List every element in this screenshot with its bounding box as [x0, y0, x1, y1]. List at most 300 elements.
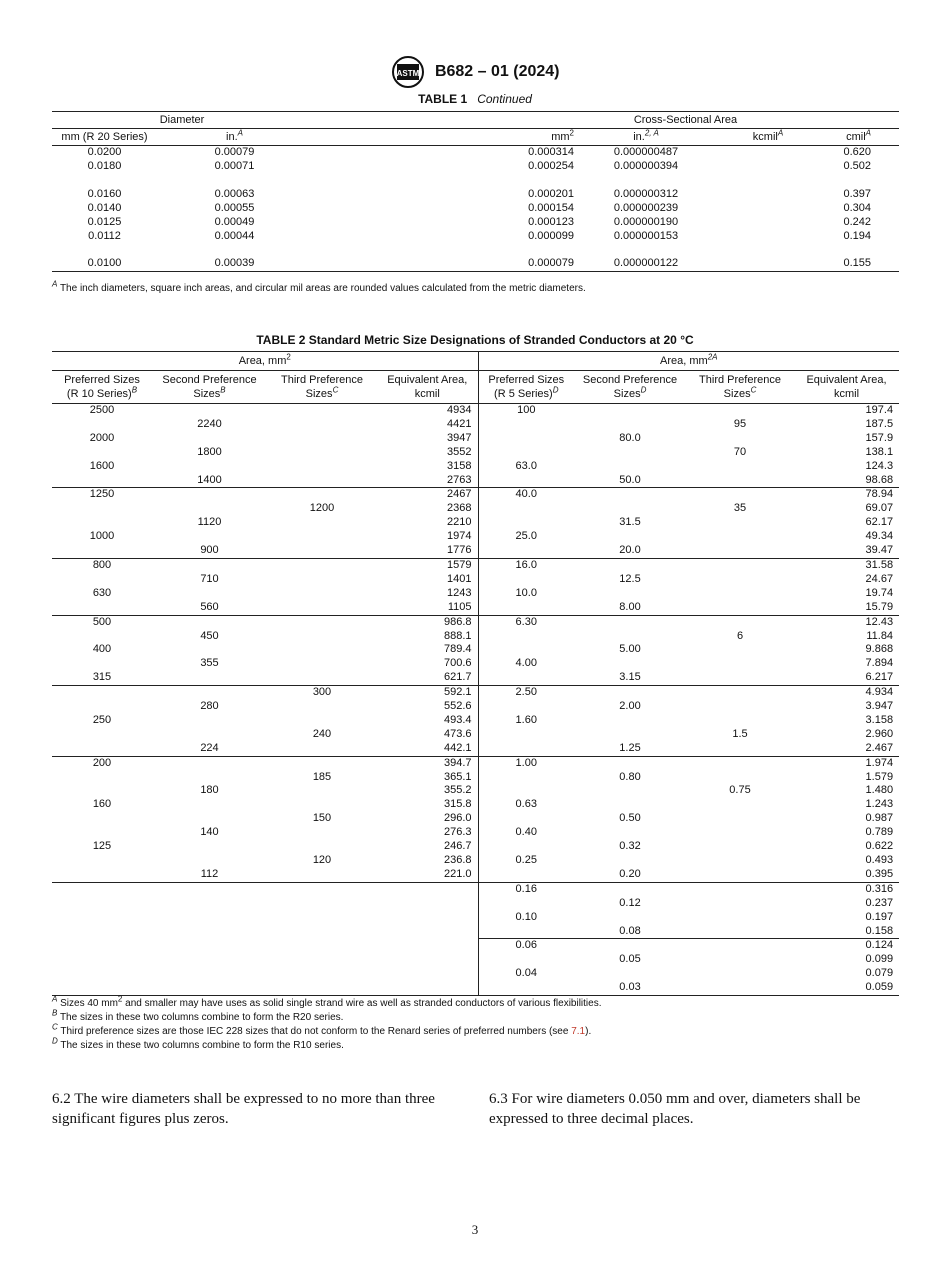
table2-cell	[377, 925, 478, 939]
table2-caption: TABLE 2 Standard Metric Size Designations of Stranded Conductors at 20 °C	[256, 333, 694, 347]
table2-cell	[52, 939, 152, 953]
table2-cell: 3947	[447, 431, 472, 444]
table2-cell: 4.934	[794, 686, 899, 700]
table2-cell	[686, 474, 794, 488]
table2-cell: 6.30	[478, 615, 574, 629]
table1-col-in: in.$^A$	[226, 128, 243, 143]
table2-cell: 31.5	[619, 516, 641, 529]
table2-col-r-preferred: Preferred Sizes (R 5 Series)$^D$	[478, 371, 574, 404]
table2-footnote: $^C$ Third preference sizes are those IEC 228 sizes that do not conform to the Renard series of preferred numbers (see 7.1).	[52, 1022, 592, 1037]
table2-cell	[686, 686, 794, 700]
table2-cell: 0.079	[865, 967, 894, 980]
table2-cell: 62.17	[865, 516, 894, 529]
table2-cell	[686, 897, 794, 911]
table2-cell: 157.9	[865, 431, 894, 444]
table2-cell	[686, 911, 794, 925]
table2-cell	[267, 939, 377, 953]
table2-cell: 315	[92, 671, 112, 684]
table2-cell: 710	[200, 572, 219, 585]
table2-row	[52, 812, 899, 826]
table2-cell	[267, 897, 377, 911]
table2-cell	[52, 854, 152, 868]
table2-cell	[377, 911, 478, 925]
table2-cell	[267, 981, 377, 995]
table2-cell: 0.158	[865, 924, 894, 937]
table2-cell: 4934	[447, 404, 472, 416]
table2-cell: 500	[52, 615, 152, 629]
table2-cell: 1579	[377, 558, 478, 572]
table2-cell: 315.8	[443, 798, 472, 811]
table1-cell: 0.000000487	[613, 146, 679, 158]
table2-row	[52, 953, 899, 967]
table2-row	[52, 643, 899, 657]
table2-cell: 40.0	[478, 488, 574, 502]
table1-row	[52, 160, 899, 174]
table2-cell	[152, 728, 267, 742]
table2-cell	[267, 530, 377, 544]
table2-cell	[574, 530, 686, 544]
table2-cell: 3158	[447, 459, 472, 472]
table2-cell	[267, 544, 377, 558]
table2-cell	[686, 573, 794, 587]
table2-cell	[52, 868, 152, 882]
table2-cell: 0.124	[794, 939, 899, 953]
table2-cell: 0.04	[478, 967, 574, 981]
table2-cell: 1250	[52, 488, 152, 502]
table2-row	[52, 488, 899, 502]
table2-cell	[686, 558, 794, 572]
table1-cell: 0.00055	[214, 201, 255, 214]
table2-cell: 200	[52, 756, 152, 770]
table2-cell: 15.79	[865, 600, 894, 613]
table2-cell: 1243	[447, 586, 472, 599]
table2-cell	[478, 630, 574, 644]
table2-row	[52, 826, 899, 840]
table2-cell: 700.6	[443, 657, 472, 670]
table1-cell	[718, 146, 818, 160]
table2-cell	[686, 544, 794, 558]
table2-col-second: Second Preference Sizes$^B$	[152, 371, 267, 404]
table2-cell: 888.1	[443, 629, 472, 642]
table2-cell	[574, 798, 686, 812]
table2-cell	[52, 700, 152, 714]
table2-cell	[574, 784, 686, 798]
table2-cell	[574, 446, 686, 460]
table1-cell: 0.00063	[214, 187, 255, 200]
table2-cell	[686, 742, 794, 756]
table1-cell	[718, 216, 818, 230]
table2-col-r-second: Second Preference Sizes$^D$	[574, 371, 686, 404]
table2-row	[52, 530, 899, 544]
table1-cell: 0.0200	[87, 146, 122, 158]
table2-cell: 0.622	[865, 840, 894, 853]
table2-cell: 16.0	[478, 558, 574, 572]
table2-cell	[267, 615, 377, 629]
table1-cell	[718, 230, 818, 244]
table2-row	[52, 686, 899, 700]
table2-cell	[574, 967, 686, 981]
table2-cell: 0.237	[865, 896, 894, 909]
table1-cell: 0.0100	[52, 257, 157, 271]
table2-cell: 1776	[447, 544, 472, 557]
table2-cell	[52, 573, 152, 587]
table2-cell	[686, 882, 794, 896]
table2-cell: 7.894	[865, 657, 894, 670]
table2-row	[52, 771, 899, 785]
table2-cell	[686, 798, 794, 812]
table2-cell: 50.0	[619, 473, 641, 486]
table2-cell	[52, 981, 152, 995]
table2-cell	[152, 587, 267, 601]
table2-cell	[574, 939, 686, 953]
table2-cell	[478, 446, 574, 460]
table2-cell: 3.15	[619, 671, 641, 684]
table1-cell	[718, 160, 818, 174]
table2-cell	[152, 981, 267, 995]
table2-cell	[152, 798, 267, 812]
table2-cell	[152, 432, 267, 446]
table1-row	[52, 230, 899, 244]
table2-cell: 1800	[197, 445, 222, 458]
table2-cell	[686, 714, 794, 728]
astm-logo-icon	[391, 55, 425, 89]
table1-col-mm2: $mm^2$	[551, 128, 574, 143]
table2-cell: 0.20	[619, 867, 641, 880]
table2-row	[52, 756, 899, 770]
table2-cell: 450	[200, 629, 219, 642]
svg-text:ASTM: ASTM	[396, 69, 419, 78]
table2-cell	[152, 530, 267, 544]
table2-cell	[686, 488, 794, 502]
table2-cell	[478, 925, 574, 939]
table2-col-third: Third Preference Sizes$^C$	[267, 371, 377, 404]
table2-cell: 100	[478, 404, 574, 418]
table2-cell	[267, 643, 377, 657]
table2-cell: 185	[312, 770, 332, 783]
table2-cell: 280	[200, 700, 219, 713]
table2-cell	[152, 840, 267, 854]
table2-cell	[686, 868, 794, 882]
table2-cell: 300	[267, 686, 377, 700]
table2-cell: 0.059	[794, 981, 899, 995]
table2-cell: 150	[312, 812, 332, 825]
table2-cell: 5.00	[619, 643, 641, 656]
table2-cell: 400	[92, 643, 112, 656]
table2-cell: 24.67	[865, 572, 894, 585]
table2-cell	[152, 615, 267, 629]
table1-col-cmil: cmil$^A$	[846, 128, 871, 143]
table2-cell: 1.480	[865, 784, 894, 797]
table2-row	[52, 573, 899, 587]
table2-cell	[686, 967, 794, 981]
table2-cell: 2240	[197, 417, 222, 430]
table2-cell	[686, 771, 794, 785]
table2-cell	[478, 432, 574, 446]
table2-cell	[478, 840, 574, 854]
table2-cell	[152, 882, 267, 896]
table2-row	[52, 742, 899, 756]
table2-cell: 493.4	[443, 713, 472, 726]
table2-cell	[267, 404, 377, 418]
table2-footnote: $^A$ Sizes 40 $mm^2$ and smaller may have uses as solid single strand wire as well as stranded conductors of various flexibilities.	[52, 994, 602, 1009]
table1-cell: 0.000000239	[613, 201, 679, 214]
table2-cell	[478, 953, 574, 967]
table2-cell: 69.07	[865, 502, 894, 515]
table2-row	[52, 587, 899, 601]
table2-cell: 120	[312, 854, 332, 866]
table1-cell: 0.000314	[528, 146, 574, 158]
table2-cell	[478, 643, 574, 657]
table2-cell: 2210	[447, 516, 472, 529]
table1-caption: TABLE 1 Continued	[418, 92, 532, 106]
table2-cell	[478, 516, 574, 530]
table2-cell: 0.25	[478, 854, 574, 868]
table1-row	[52, 216, 899, 230]
table2-col-equivalent: Equivalent Area, kcmil	[377, 371, 478, 404]
table2-cell	[52, 630, 152, 644]
table2-cell	[377, 967, 478, 981]
table2-cell: 1.25	[619, 741, 641, 754]
table2-cell: 1400	[197, 473, 222, 486]
table2-cell: 25.0	[478, 530, 574, 544]
table2-cell	[574, 826, 686, 840]
table2-cell	[152, 897, 267, 911]
table2-cell: 0.32	[619, 840, 641, 853]
table2-cell	[52, 771, 152, 785]
table2-col-preferred: Preferred Sizes (R 10 Series)$^B$	[52, 371, 152, 404]
table1-cell: 0.304	[843, 201, 871, 214]
table2-cell	[686, 460, 794, 474]
table2-cell: 31.58	[794, 558, 899, 572]
table2-cell: 900	[200, 544, 219, 557]
table1-col-in2: in.$^{2, A}$	[633, 128, 659, 143]
table2-cell	[686, 643, 794, 657]
table2-cell	[52, 728, 152, 742]
table2-cell	[686, 432, 794, 446]
table2-cell	[478, 671, 574, 685]
table2-cell: 0.03	[574, 981, 686, 995]
table2-cell	[686, 700, 794, 714]
table2-cell	[686, 840, 794, 854]
table2-cell	[478, 474, 574, 488]
table2-cell	[267, 700, 377, 714]
table1-cell: 0.00044	[214, 229, 255, 242]
table2-row	[52, 868, 899, 882]
table2-cell	[478, 897, 574, 911]
table2-row	[52, 630, 899, 644]
table2-row	[52, 446, 899, 460]
table2-cell: 0.10	[478, 911, 574, 925]
table2-cell: 0.316	[794, 882, 899, 896]
table2-cell	[267, 742, 377, 756]
table2-cell	[377, 897, 478, 911]
table2-cell: 2.50	[478, 686, 574, 700]
table2-cell	[574, 854, 686, 868]
table2-cell: 6.217	[865, 671, 894, 684]
table2-cell: 12.5	[619, 572, 641, 585]
table2-cell	[686, 671, 794, 685]
table2-cell	[52, 601, 152, 615]
table2-cell: 11.84	[866, 629, 894, 642]
table2-cell	[152, 967, 267, 981]
table2-cell	[152, 502, 267, 516]
table1-cell	[718, 202, 818, 216]
section-ref-link[interactable]: 7.1	[571, 1026, 586, 1037]
page-number: 3	[471, 1222, 479, 1237]
table1-cell: 0.000000122	[574, 257, 718, 271]
table2-cell	[574, 587, 686, 601]
table2-cell: 20.0	[619, 544, 641, 557]
table2-cell: 10.0	[478, 587, 574, 601]
table2-cell: 1105	[447, 600, 472, 613]
table2-cell	[52, 967, 152, 981]
table2-cell: 0.395	[865, 867, 894, 880]
table2-cell	[267, 911, 377, 925]
table2-row	[52, 432, 899, 446]
table2-cell: 4421	[447, 417, 472, 430]
table2-cell: 197.4	[865, 404, 894, 416]
table2-cell: 0.12	[619, 896, 641, 909]
table2-row	[52, 840, 899, 854]
table2-cell: 2.00	[619, 700, 641, 713]
table2-cell: 355	[200, 657, 219, 670]
table1-cell: 0.155	[818, 257, 899, 271]
table2-row	[52, 728, 899, 742]
table2-cell	[152, 939, 267, 953]
table2-cell	[152, 643, 267, 657]
table2-cell	[267, 784, 377, 798]
table2-row	[52, 967, 899, 981]
table2-cell	[152, 953, 267, 967]
table2-cell	[152, 812, 267, 826]
table2-cell: 187.5	[865, 417, 894, 430]
table2-cell: 1.00	[478, 756, 574, 770]
table2-cell: 0.493	[865, 854, 894, 866]
table2-cell	[478, 418, 574, 432]
table2-row	[52, 657, 899, 671]
table1-row	[52, 202, 899, 216]
table1-group-diameter: Diameter	[52, 112, 312, 129]
table2-cell: 552.6	[443, 700, 472, 713]
table2-cell	[152, 488, 267, 502]
table2-cell	[686, 925, 794, 939]
table2-cell: 296.0	[443, 812, 472, 825]
table2-cell: 2763	[447, 473, 472, 486]
table2-footnote: $^B$ The sizes in these two columns combine to form the R20 series.	[52, 1008, 344, 1023]
table2-cell: 1000	[89, 530, 115, 543]
table2-cell	[152, 714, 267, 728]
table2-cell: 125	[92, 840, 112, 853]
table2-left-group: Area, $mm^2$	[52, 352, 478, 371]
table2-cell: 394.7	[377, 756, 478, 770]
table2-col-r-equivalent: Equivalent Area, kcmil	[794, 371, 899, 404]
table2-cell	[574, 882, 686, 896]
table2-cell: 592.1	[377, 686, 478, 700]
table2-cell	[478, 502, 574, 516]
table2-cell: 2500	[89, 404, 115, 416]
table2-cell: 1.60	[478, 714, 574, 728]
table1-cell: 0.00079	[214, 146, 255, 158]
table2-cell	[267, 446, 377, 460]
table2-row	[52, 615, 899, 629]
table1-cell: 0.000099	[528, 229, 574, 242]
table2-cell: 6	[736, 629, 744, 642]
table2-cell: 246.7	[443, 840, 472, 853]
table1-cell: 0.000000312	[613, 187, 679, 200]
table1-cell: 0.000254	[528, 159, 574, 172]
table1-cell: 0.00049	[214, 215, 255, 228]
table2-row	[52, 981, 899, 995]
table2-cell: 0.789	[865, 826, 894, 839]
table1-cell: 0.00071	[214, 159, 255, 172]
table2-cell	[377, 981, 478, 995]
table2-cell: 19.74	[865, 586, 894, 599]
table2-cell: 138.1	[865, 445, 894, 458]
table2-cell	[152, 771, 267, 785]
table2-cell: 1.243	[865, 798, 894, 811]
table2-row	[52, 897, 899, 911]
table2-cell	[377, 882, 478, 896]
table2-cell	[152, 558, 267, 572]
table2-cell: 250	[92, 713, 112, 726]
table2-cell: 70	[733, 445, 747, 458]
table2-cell: 240	[312, 727, 332, 740]
table1-cell: 0.0140	[87, 201, 122, 214]
table2-cell	[152, 911, 267, 925]
table2-cell	[52, 418, 152, 432]
table2-cell	[52, 686, 152, 700]
table2-cell: 63.0	[478, 460, 574, 474]
table2-cell: 35	[733, 502, 747, 515]
table2-cell	[574, 488, 686, 502]
table2-cell: 986.8	[377, 615, 478, 629]
table1-col-mm: mm (R 20 Series)	[61, 131, 148, 143]
table2-cell	[686, 756, 794, 770]
table2-cell: 2.960	[865, 727, 894, 740]
table2-cell	[686, 939, 794, 953]
table2-cell	[267, 587, 377, 601]
table2-cell	[478, 784, 574, 798]
table1-cell: 0.0180	[87, 159, 122, 172]
table2-cell	[267, 967, 377, 981]
table2-cell	[52, 544, 152, 558]
table2-cell	[267, 460, 377, 474]
table2-cell	[686, 657, 794, 671]
table1-cell: 0.000079	[312, 257, 574, 271]
table2-row	[52, 925, 899, 939]
table2-cell	[574, 728, 686, 742]
table2-cell: 800	[52, 558, 152, 572]
table2-cell	[574, 911, 686, 925]
table2-cell: 180	[200, 784, 219, 797]
table2-cell	[574, 756, 686, 770]
table2-cell	[267, 671, 377, 685]
table2-cell	[52, 826, 152, 840]
table2-cell	[267, 714, 377, 728]
table2-cell	[574, 657, 686, 671]
table2-row	[52, 911, 899, 925]
table2-row	[52, 714, 899, 728]
table2-cell: 0.08	[619, 924, 641, 937]
table2-cell	[152, 756, 267, 770]
table2-cell	[478, 868, 574, 882]
table2-row	[52, 671, 899, 685]
table2-row	[52, 516, 899, 530]
table2-cell	[574, 615, 686, 629]
table2-cell: 1.579	[865, 770, 894, 783]
table2	[52, 351, 899, 996]
table2-cell	[686, 953, 794, 967]
